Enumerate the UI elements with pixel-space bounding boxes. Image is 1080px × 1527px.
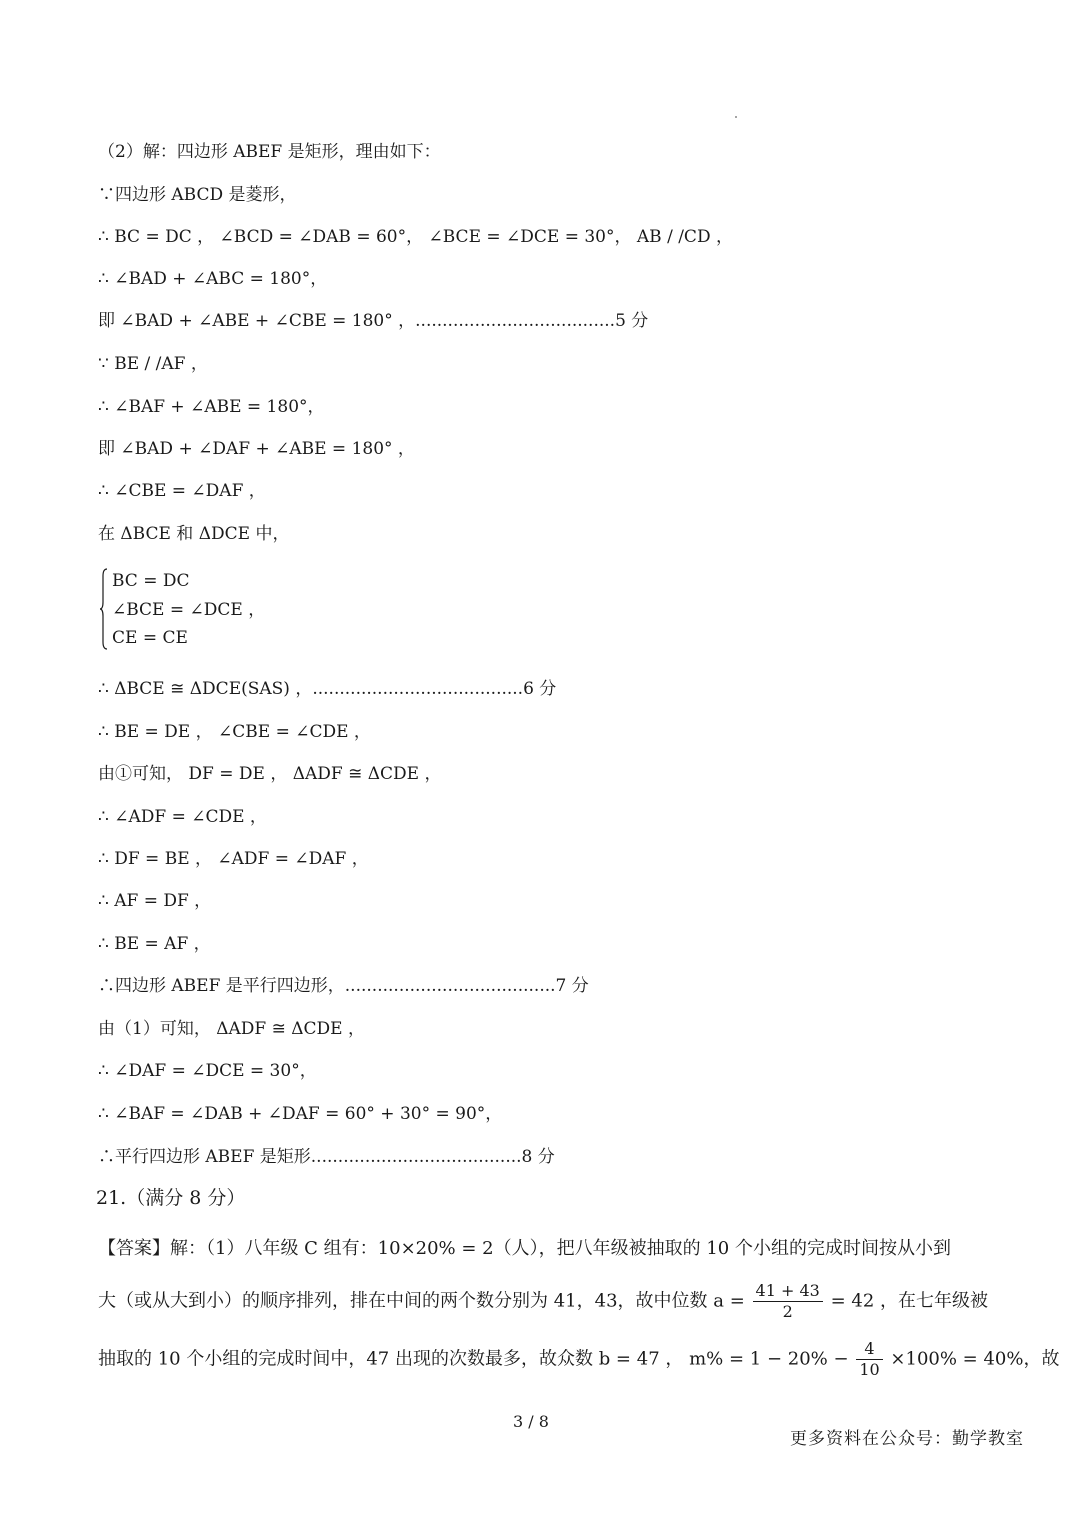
solution-line: 即 ∠BAD + ∠ABE + ∠CBE = 180° ，.....................................5 分 [98, 311, 649, 331]
solution-line: 由（1）可知， ΔADF ≅ ΔCDE ， [98, 1019, 365, 1039]
solution-line: 由①可知， DF = DE ， ΔADF ≅ ΔCDE ， [98, 764, 442, 784]
fraction-numerator: 4 [856, 1339, 882, 1360]
solution-line: ∴ BE = DE ， ∠CBE = ∠CDE ， [98, 722, 371, 742]
solution-line: ∴ BE = AF ， [98, 934, 211, 954]
solution-line: ∴ ∠DAF = ∠DCE = 30°， [98, 1061, 317, 1081]
answer-text: ×100% = 40%，故 [890, 1348, 1060, 1370]
solution-line: ∴ ∠BAD + ∠ABC = 180°， [98, 269, 328, 289]
solution-line: ∴ DF = BE ， ∠ADF = ∠DAF ， [98, 849, 369, 869]
answer-text: = 42 ，在七年级被 [830, 1290, 988, 1312]
solution-line: ∵四边形 ABCD 是菱形， [98, 185, 297, 205]
fraction-numerator: 41 + 43 [753, 1281, 823, 1302]
solution-line: ∴ BC = DC ， ∠BCD = ∠DAB = 60°， ∠BCE = ∠DCE = 30°， AB / /CD ， [98, 227, 733, 247]
answer-paragraph-line [98, 1281, 988, 1322]
solution-line: 即 ∠BAD + ∠DAF + ∠ABE = 180° ， [98, 439, 415, 459]
solution-line: ∴ ΔBCE ≅ ΔDCE(SAS) ，.......................................6 分 [98, 679, 557, 699]
solution-line: ∵ BE / /AF ， [98, 354, 208, 374]
system-equation: BC = DC [112, 571, 190, 591]
system-equation: CE = CE [112, 628, 188, 648]
solution-line: ∴ ∠CBE = ∠DAF ， [98, 481, 266, 501]
question-heading: 21.（满分 8 分） [96, 1187, 246, 1209]
fraction-median [753, 1281, 823, 1322]
fraction-denominator: 2 [782, 1302, 793, 1321]
solution-line: ∴ ∠ADF = ∠CDE ， [98, 807, 267, 827]
fraction-percent [856, 1339, 882, 1380]
equation-system [100, 568, 300, 652]
fraction-denominator: 10 [859, 1360, 880, 1379]
solution-line: ∴平行四边形 ABEF 是矩形.......................................8 分 [98, 1147, 555, 1167]
answer-text: 大（或从大到小）的顺序排列，排在中间的两个数分别为 41，43，故中位数 a = [98, 1290, 745, 1312]
solution-line: ∴四边形 ABEF 是平行四边形，.......................................7 分 [98, 976, 589, 996]
left-brace-icon [100, 568, 108, 650]
answer-paragraph-line [98, 1339, 1059, 1380]
scan-speck [735, 116, 737, 118]
answer-paragraph-line: 【答案】解：（1）八年级 C 组有：10×20% = 2（人），把八年级被抽取的 10 个小组的完成时间按从小到 [98, 1238, 951, 1259]
solution-line: ∴ AF = DF ， [98, 891, 212, 911]
page-number: 3 / 8 [513, 1412, 549, 1431]
answer-text: 抽取的 10 个小组的完成时间中，47 出现的次数最多，故众数 b = 47 ， m% = 1 − 20% − [98, 1348, 849, 1370]
system-equation: ∠BCE = ∠DCE ， [112, 600, 266, 620]
solution-line: ∴ ∠BAF = ∠DAB + ∠DAF = 60° + 30° = 90°， [98, 1104, 503, 1124]
watermark-text: 更多资料在公众号：勤学教室 [790, 1429, 1024, 1449]
solution-line: ∴ ∠BAF + ∠ABE = 180°， [98, 397, 325, 417]
solution-line: 在 ΔBCE 和 ΔDCE 中， [98, 524, 290, 544]
solution-line: （2）解：四边形 ABEF 是矩形，理由如下： [98, 142, 441, 162]
